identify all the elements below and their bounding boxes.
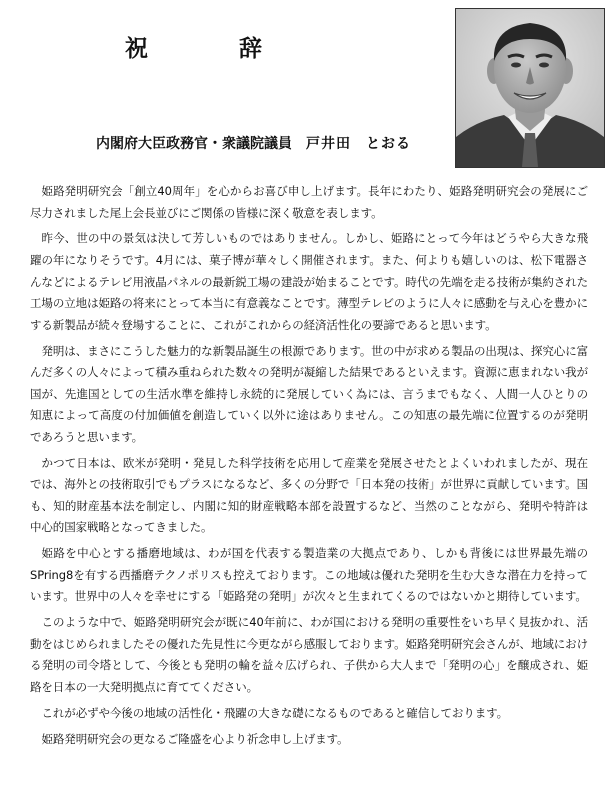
address-body bbox=[30, 181, 588, 754]
author-portrait-photo bbox=[455, 8, 605, 168]
paragraph: 姫路発明研究会「創立40周年」を心からお喜び申し上げます。長年にわたり、姫路発明研究会の発展にご尽力されました尾上会長並びにご関係の皆様に深く敬意を表します。 bbox=[30, 184, 588, 220]
paragraph: かつて日本は、欧米が発明・発見した科学技術を応用して産業を発展させたとよくいわれましたが、現在では、海外との技術取引でもプラスになるなど、多くの分野で「日本発の技術」が世界に貢献しています。国も、知的財産基本法を制定し、内閣に知的財産戦略本部を設置するなど、当然のことながら、発明や特許は中心的国家戦略となってきました。 bbox=[30, 455, 588, 535]
portrait-photo-icon bbox=[456, 9, 604, 167]
paragraph: 昨今、世の中の景気は決して芳しいものではありません。しかし、姫路にとって今年はどうやら大きな飛躍の年になりそうです。4月には、菓子博が華々しく開催されます。また、何よりも嬉しいのは、松下電器さんなどによるテレビ用液晶パネルの最新鋭工場の建設が始まることです。時代の先端を走る技術が集約された工場の立地は姫路の将来にとって本当に有意義なことです。薄型テレビのように人々に感動を与え心を豊かにする新製品が続々登場することに、これがこれからの経済活性化の要諦であると思います。 bbox=[30, 231, 588, 332]
paragraph: 発明は、まさにこうした魅力的な新製品誕生の根源であります。世の中が求める製品の出現は、探究心に富んだ多くの人々によって積み重ねられた数々の発明が凝縮した結果であるといえます。資源に恵まれない我が国が、先進国としての生活水準を維持し永続的に発展していく為には、言うまでもなく、人間一人ひとりの知恵によって高度の付加価値を創造していく以外に途はありません。この知恵の最先端に位置するのが発明であろうと思います。 bbox=[30, 343, 588, 444]
paragraph: これが必ずや今後の地域の活性化・飛躍の大きな礎になるものであると確信しております。 bbox=[41, 705, 508, 720]
page-title: 祝 辞 bbox=[125, 35, 296, 62]
author-position: 内閣府大臣政務官・衆議院議員 bbox=[96, 136, 292, 152]
author-name: 戸井田 とおる bbox=[306, 136, 411, 152]
author-byline bbox=[96, 133, 411, 153]
paragraph: 姫路発明研究会の更なるご隆盛を心より祈念申し上げます。 bbox=[41, 731, 349, 746]
paragraph: このような中で、姫路発明研究会が既に40年前に、わが国における発明の重要性をいち早く見抜かれ、活動をはじめられましたその優れた先見性に今更ながら感服しております。姫路発明研究会さんが、地域における発明の司令塔として、今後とも発明の輪を益々広げられ、子供から大人まで「発明の心」を醸成され、姫路を日本の一大発明拠点に育ててください。 bbox=[30, 615, 588, 694]
paragraph: 姫路を中心とする播磨地域は、わが国を代表する製造業の大拠点であり、しかも背後には世界最先端のSPring8を有する西播磨テクノポリスも控えております。この地域は優れた発明を生む大きな潜在力を持っています。世界中の人々を幸せにする「姫路発の発明」が次々と生まれてくるのではないかと期待しています。 bbox=[30, 546, 588, 604]
